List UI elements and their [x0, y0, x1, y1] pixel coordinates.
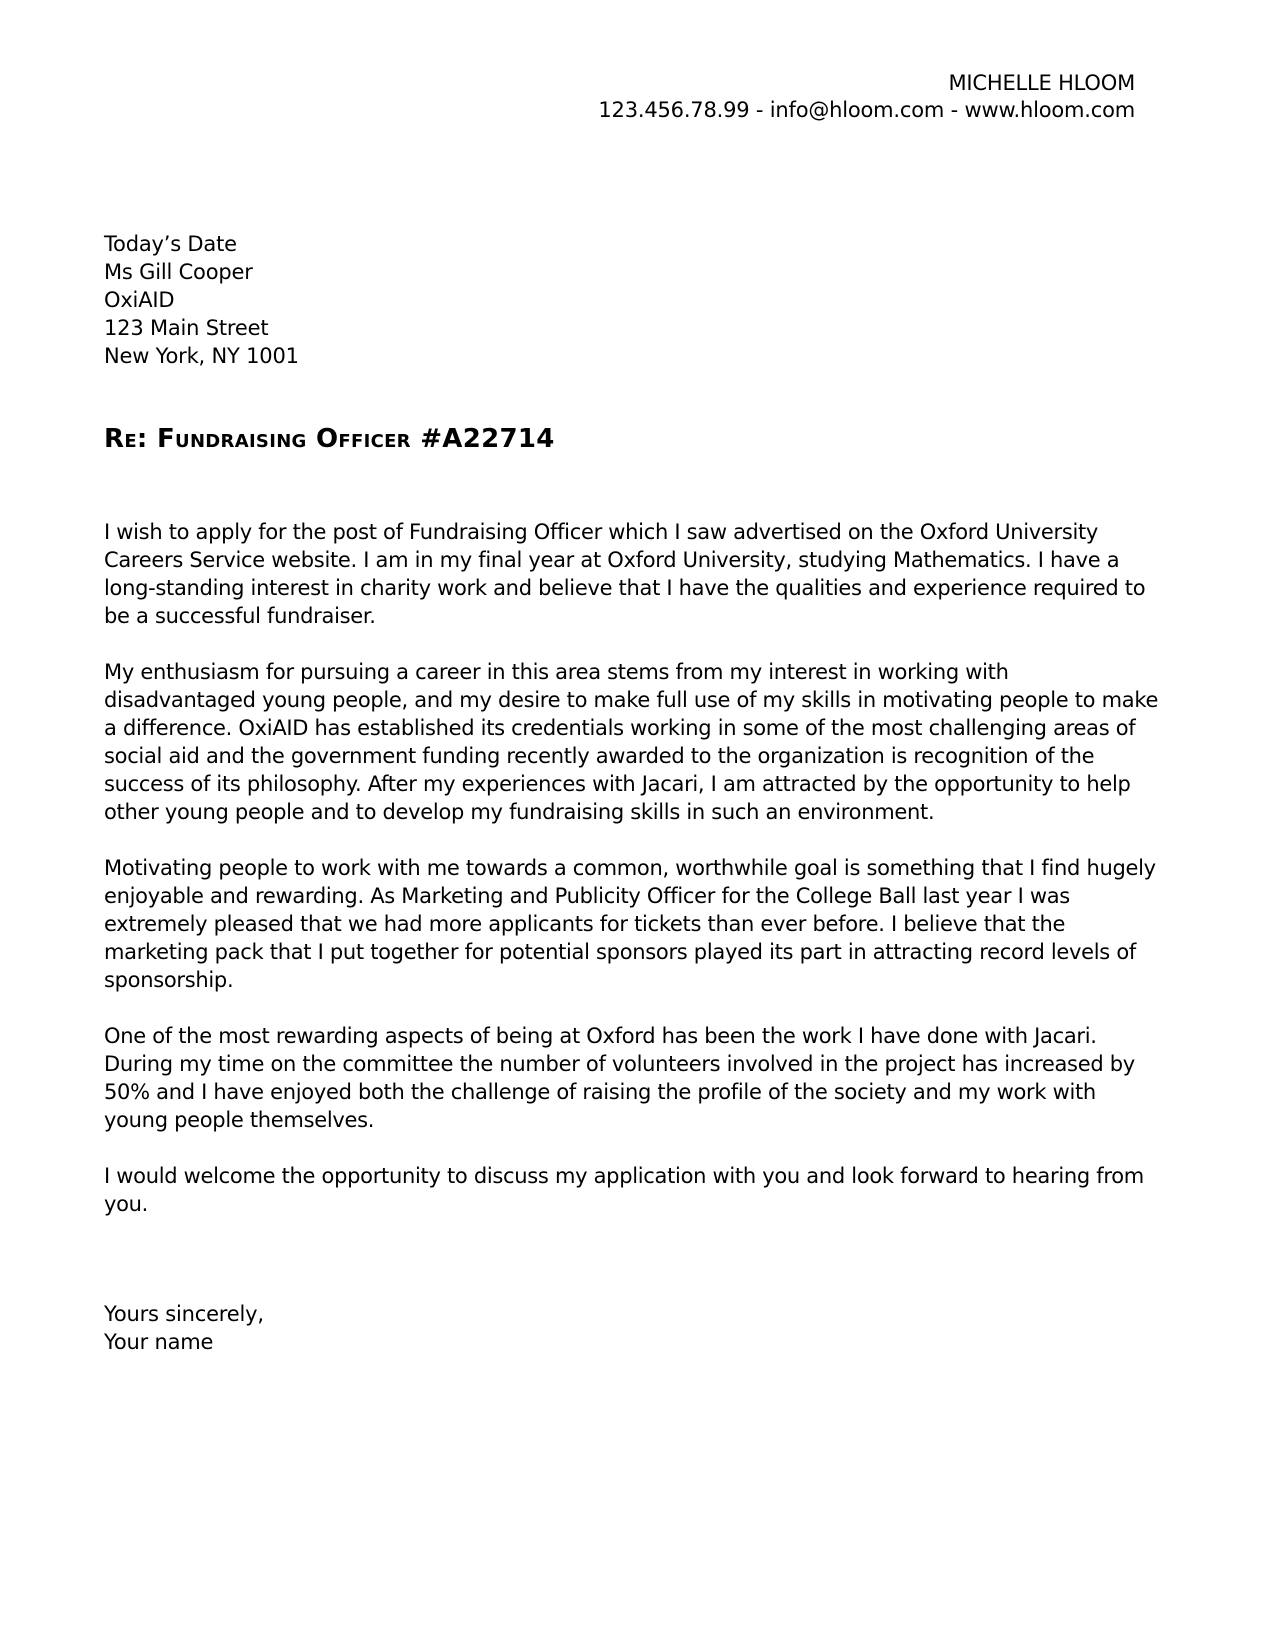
recipient-city: New York, NY 1001: [104, 344, 299, 368]
sender-name: MICHELLE HLOOM: [948, 71, 1135, 95]
letter-body: [104, 518, 1164, 1246]
body-paragraph: I would welcome the opportunity to discuss my application with you and look forward to hearing from you.: [104, 1164, 1144, 1216]
body-paragraph: Motivating people to work with me towards a common, worthwhile goal is something that I find hugely enjoyable and rewarding. As Marketing and Publicity Officer for the College Ball last year I was extremely pleased that we had more applicants for tickets than ever before. I believe that the marketing pack that I put together for potential sponsors played its part in attracting record levels of sponsorship.: [104, 856, 1156, 992]
closing-salutation: Yours sincerely,: [104, 1302, 264, 1326]
letter-date: Today’s Date: [104, 232, 237, 256]
recipient-street: 123 Main Street: [104, 316, 269, 340]
sender-contact: 123.456.78.99 - info@hloom.com - www.hloom.com: [598, 98, 1135, 122]
recipient-organization: OxiAID: [104, 288, 175, 312]
closing-block: [104, 1300, 264, 1356]
subject-line: Re: Fundraising Officer #A22714: [104, 424, 555, 454]
body-paragraph: I wish to apply for the post of Fundraising Officer which I saw advertised on the Oxford University Careers Service website. I am in my final year at Oxford University, studying Mathematics. I have a long-standing interest in charity work and believe that I have the qualities and experience required to be a successful fundraiser.: [104, 520, 1146, 628]
recipient-block: [104, 230, 299, 370]
body-paragraph: My enthusiasm for pursuing a career in this area stems from my interest in working with disadvantaged young people, and my desire to make full use of my skills in motivating people to make a difference. OxiAID has established its credentials working in some of the most challenging areas of social aid and the government funding recently awarded to the organization is recognition of the success of its philosophy. After my experiences with Jacari, I am attracted by the opportunity to help other young people and to develop my fundraising skills in such an environment.: [104, 660, 1159, 824]
closing-signature: Your name: [104, 1330, 214, 1354]
recipient-name: Ms Gill Cooper: [104, 260, 253, 284]
body-paragraph: One of the most rewarding aspects of being at Oxford has been the work I have done with Jacari. During my time on the committee the number of volunteers involved in the project has increased by 50% and I have enjoyed both the challenge of raising the profile of the society and my work with young people themselves.: [104, 1024, 1135, 1132]
letterhead: [598, 70, 1135, 124]
